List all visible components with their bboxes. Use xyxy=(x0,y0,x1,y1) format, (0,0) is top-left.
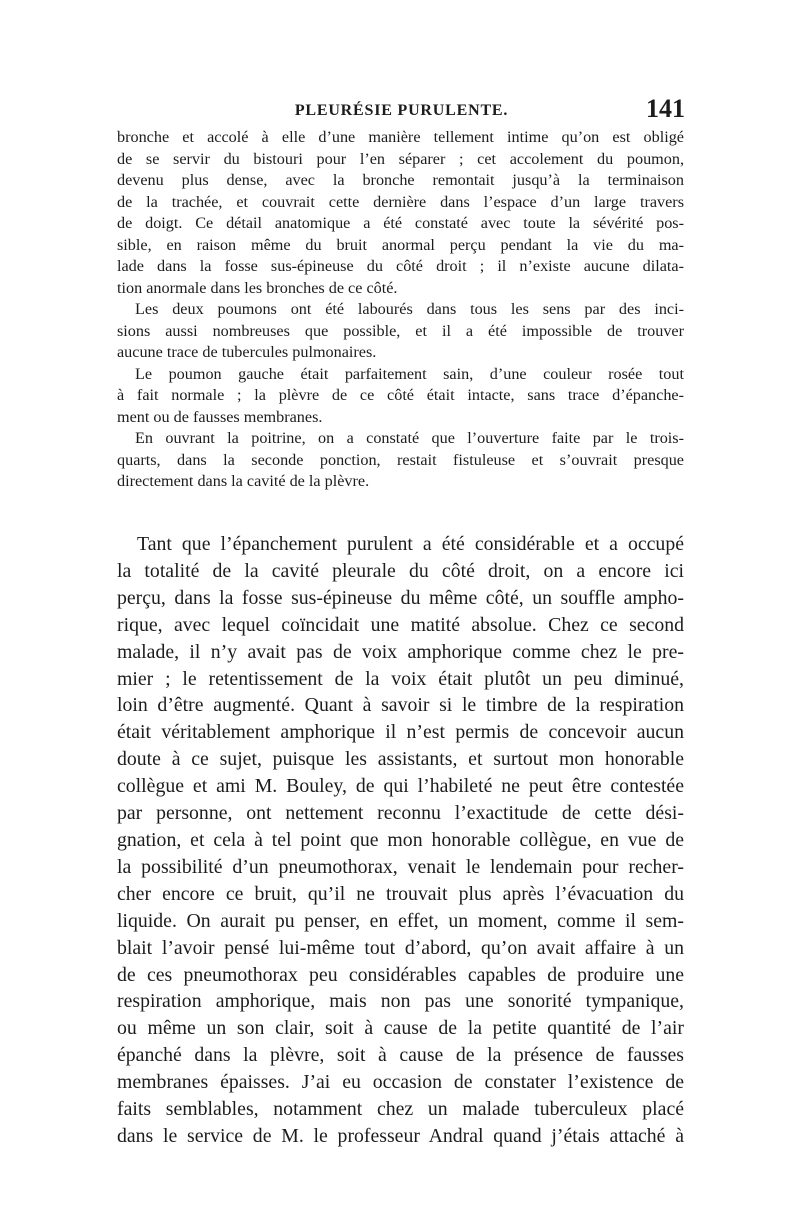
text-line: Le poumon gauche était parfaitement sain, d’une couleur rosée tout xyxy=(135,364,684,383)
text-line: sions aussi nombreuses que possible, et il a été impossible de trouver xyxy=(117,321,684,340)
text-line: En ouvrant la poitrine, on a constaté que l’ouverture faite par le trois- xyxy=(135,429,684,447)
text-line: ment ou de fausses membranes. xyxy=(117,407,323,426)
text-line: perçu, dans la fosse sus-épineuse du même côté, un souffle ampho- xyxy=(117,586,684,609)
text-line: respiration amphorique, mais non pas une sonorité tympanique, xyxy=(117,990,684,1013)
running-title: PLEURÉSIE PURULENTE. xyxy=(294,102,509,119)
text-line: bronche et accolé à elle d’une manière tellement intime qu’on est obligé xyxy=(117,128,684,146)
paragraph xyxy=(117,299,684,364)
text-line: tion anormale dans les bronches de ce côté. xyxy=(117,278,398,297)
small-print-section xyxy=(117,127,684,493)
text-line: faits semblables, notamment chez un malade tuberculeux placé xyxy=(117,1098,684,1121)
paragraph xyxy=(117,127,684,299)
text-line: dans le service de M. le professeur Andral quand j’étais attaché à xyxy=(117,1124,684,1147)
text-line: à fait normale ; la plèvre de ce côté était intacte, sans trace d’épanche- xyxy=(117,386,684,404)
text-line: loin d’être augmenté. Quant à savoir si le timbre de la respiration xyxy=(117,694,684,717)
text-line: la possibilité d’un pneumothorax, venait le lendemain pour recher- xyxy=(117,855,684,878)
text-line: ou même un son clair, soit à cause de la petite quantité de l’air xyxy=(117,1017,684,1040)
text-line: de la trachée, et couvrait cette dernière dans l’espace d’un large travers xyxy=(117,192,684,211)
text-line: de doigt. Ce détail anatomique a été constaté avec toute la sévérité pos- xyxy=(117,214,684,232)
text-line: était véritablement amphorique il n’est permis de concevoir aucun xyxy=(117,721,684,744)
text-line: blait l’avoir pensé lui-même tout d’abord, qu’on avait affaire à un xyxy=(117,936,684,959)
text-line: Les deux poumons ont été labourés dans tous les sens par des inci- xyxy=(135,300,684,318)
text-line: de ces pneumothorax peu considérables capables de produire une xyxy=(117,963,684,986)
paragraph xyxy=(117,531,684,1150)
text-line: Tant que l’épanchement purulent a été considérable et a occupé xyxy=(137,533,684,555)
text-line: mier ; le retentissement de la voix était plutôt un peu diminué, xyxy=(117,667,684,690)
text-line: quarts, dans la seconde ponction, restait fistuleuse et s’ouvrait presque xyxy=(117,450,684,469)
text-line: lade dans la fosse sus-épineuse du côté droit ; il n’existe aucune dilata- xyxy=(117,257,684,275)
text-line: la totalité de la cavité pleurale du côté droit, on a encore ici xyxy=(117,559,684,582)
text-line: cher encore ce bruit, qu’il ne trouvait plus après l’évacuation du xyxy=(117,882,684,905)
text-line: épanché dans la plèvre, soit à cause de la présence de fausses xyxy=(117,1044,684,1067)
text-line: directement dans la cavité de la plèvre. xyxy=(117,472,370,490)
text-line: par personne, ont nettement reconnu l’exactitude de cette dési- xyxy=(117,802,684,825)
text-line: devenu plus dense, avec la bronche remontait jusqu’à la terminaison xyxy=(117,171,684,189)
text-line: collègue et ami M. Bouley, de qui l’habileté ne peut être contestée xyxy=(117,775,684,798)
large-print-section xyxy=(117,531,684,1150)
text-line: gnation, et cela à tel point que mon honorable collègue, en vue de xyxy=(117,828,684,851)
text-line: malade, il n’y avait pas de voix amphorique comme chez le pre- xyxy=(117,640,684,663)
running-head xyxy=(118,92,685,126)
text-line: doute à ce sujet, puisque les assistants, et surtout mon honorable xyxy=(117,748,684,771)
text-line: rique, avec lequel coïncidait une matité absolue. Chez ce second xyxy=(117,613,684,636)
text-line: sible, en raison même du bruit anormal perçu pendant la vie du ma- xyxy=(117,235,684,254)
paragraph xyxy=(117,364,684,429)
page-number: 141 xyxy=(646,94,685,123)
text-line: membranes épaisses. J’ai eu occasion de constater l’existence de xyxy=(117,1071,684,1094)
text-line: aucune trace de tubercules pulmonaires. xyxy=(117,343,377,361)
text-line: liquide. On aurait pu penser, en effet, un moment, comme il sem- xyxy=(117,909,684,932)
paragraph xyxy=(117,428,684,493)
text-line: de se servir du bistouri pour l’en séparer ; cet accolement du poumon, xyxy=(117,149,684,168)
